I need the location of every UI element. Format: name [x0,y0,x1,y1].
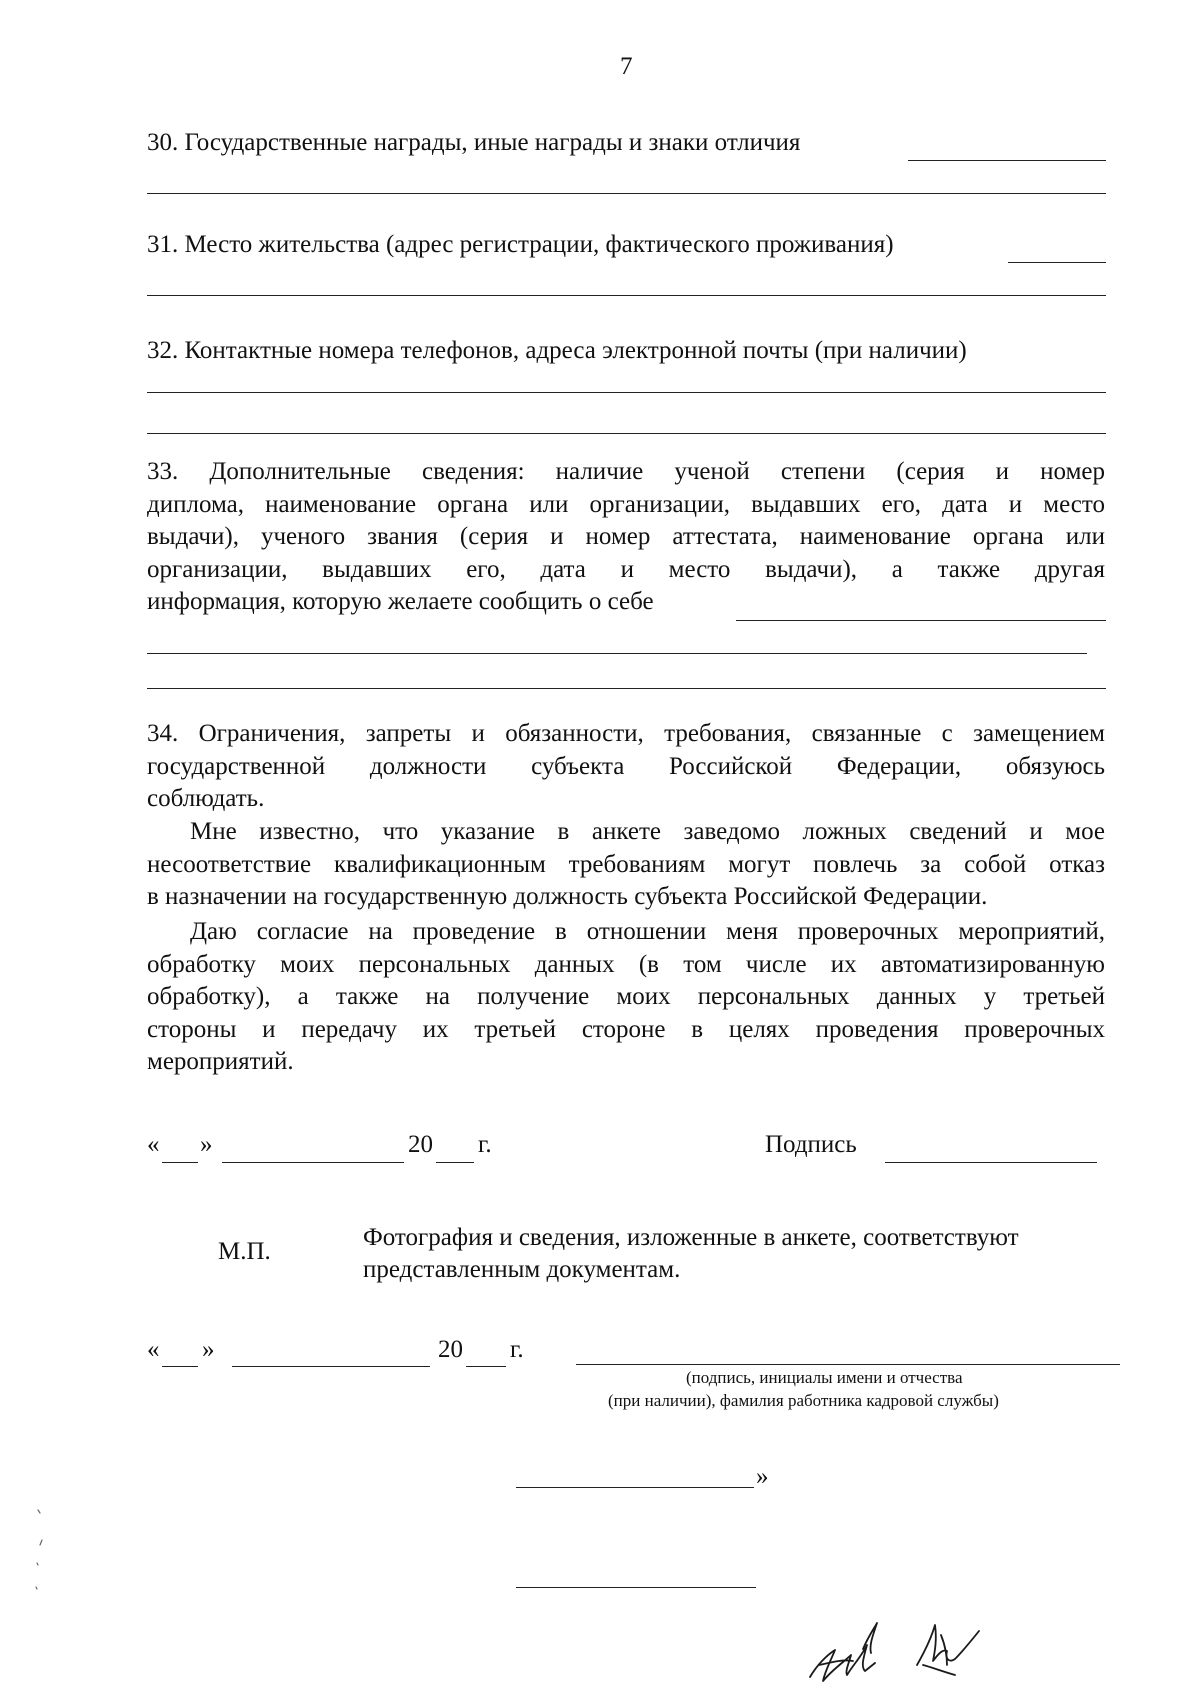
date2-day-blank [162,1366,198,1367]
hr-signature-blank [576,1364,1120,1365]
consent-line: обработку моих персональных данных (в том числе их автоматизированную [147,950,1105,978]
item-33-blank [736,620,1106,621]
hr-caption-line-2: (при наличии), фамилия работника кадровой службы) [608,1391,999,1410]
date1-year-blank [436,1162,474,1163]
item-33-line: выдачи), ученого звания (серия и номер аттестата, наименование органа или [147,523,1105,550]
date2-open-quote: « [147,1336,160,1363]
item-31-blank [1008,262,1106,263]
date2-close-quote: » [202,1336,215,1363]
bottom-blank-1 [516,1487,754,1488]
consent-line: стороны и передачу их третьей стороне в целях проведения проверочных [147,1015,1105,1043]
date2-year-blank [466,1366,506,1367]
item-33-blank-line-1 [147,653,1087,654]
verification-line: представленным документам. [363,1256,681,1283]
date2-month-blank [232,1366,430,1367]
item-32-blank-line-1 [147,392,1106,393]
date1-year-suffix: г. [478,1131,492,1158]
item-30-blank [908,160,1106,161]
consent-line: Даю согласие на проведение в отношении меня проверочных мероприятий, [190,918,1105,945]
item-33-line: информация, которую желаете сообщить о себе [147,588,654,615]
consent-line: обработку), а также на получение моих персональных данных у третьей [147,983,1105,1010]
item-32-label: 32. Контактные номера телефонов, адреса электронной почты (при наличии) [147,337,967,364]
item-33-text [147,456,1105,619]
date1-year-prefix: 20 [408,1131,433,1158]
date2-year-prefix: 20 [438,1336,463,1363]
date1-open-quote: « [147,1131,160,1158]
page-number: 7 [620,53,633,80]
item-33-line: диплома, наименование органа или организации, выдавших его, дата и место [147,490,1105,518]
item-34-line: государственной должности субъекта Российской Федерации, обязуюсь [147,752,1105,780]
signature-label: Подпись [765,1131,857,1158]
date2-year-suffix: г. [510,1336,524,1363]
item-33-blank-line-2 [147,688,1106,689]
item-30-blank-line [147,193,1106,194]
signature-blank [885,1162,1097,1163]
date1-day-blank [162,1162,198,1163]
stamp-label: М.П. [218,1238,271,1265]
bottom-blank-2 [516,1587,756,1588]
awareness-line: несоответствие квалификационным требованиям могут повлечь за собой отказ [147,850,1105,878]
awareness-paragraph [147,816,1105,914]
item-34-text [147,718,1105,816]
consent-paragraph [147,916,1105,1079]
verification-text [363,1222,1019,1286]
verification-line: Фотография и сведения, изложенные в анкете, соответствуют [363,1224,1019,1251]
item-32-blank-line-2 [147,433,1106,434]
item-33-line: 33. Дополнительные сведения: наличие ученой степени (серия и номер [147,458,1105,485]
date1-close-quote: » [200,1131,213,1158]
awareness-line: в назначении на государственную должность субъекта Российской Федерации. [147,883,988,910]
item-30-label: 30. Государственные награды, иные награды и знаки отличия [147,129,801,156]
date1-month-blank [222,1162,404,1163]
item-34-line: соблюдать. [147,785,265,812]
bottom-closing-quote: » [756,1463,769,1490]
item-31-blank-line [147,295,1106,296]
hr-caption-line-1: (подпись, инициалы имени и отчества [686,1368,963,1387]
item-33-line: организации, выдавших его, дата и место выдачи), а также другая [147,555,1105,583]
handwritten-initials [805,1605,1005,1690]
item-34-line: 34. Ограничения, запреты и обязанности, требования, связанные с замещением [147,720,1105,747]
consent-line: мероприятий. [147,1048,294,1075]
awareness-line: Мне известно, что указание в анкете заведомо ложных сведений и мое [190,818,1105,845]
item-31-label: 31. Место жительства (адрес регистрации, фактического проживания) [147,231,894,258]
margin-specks [28,1505,48,1595]
